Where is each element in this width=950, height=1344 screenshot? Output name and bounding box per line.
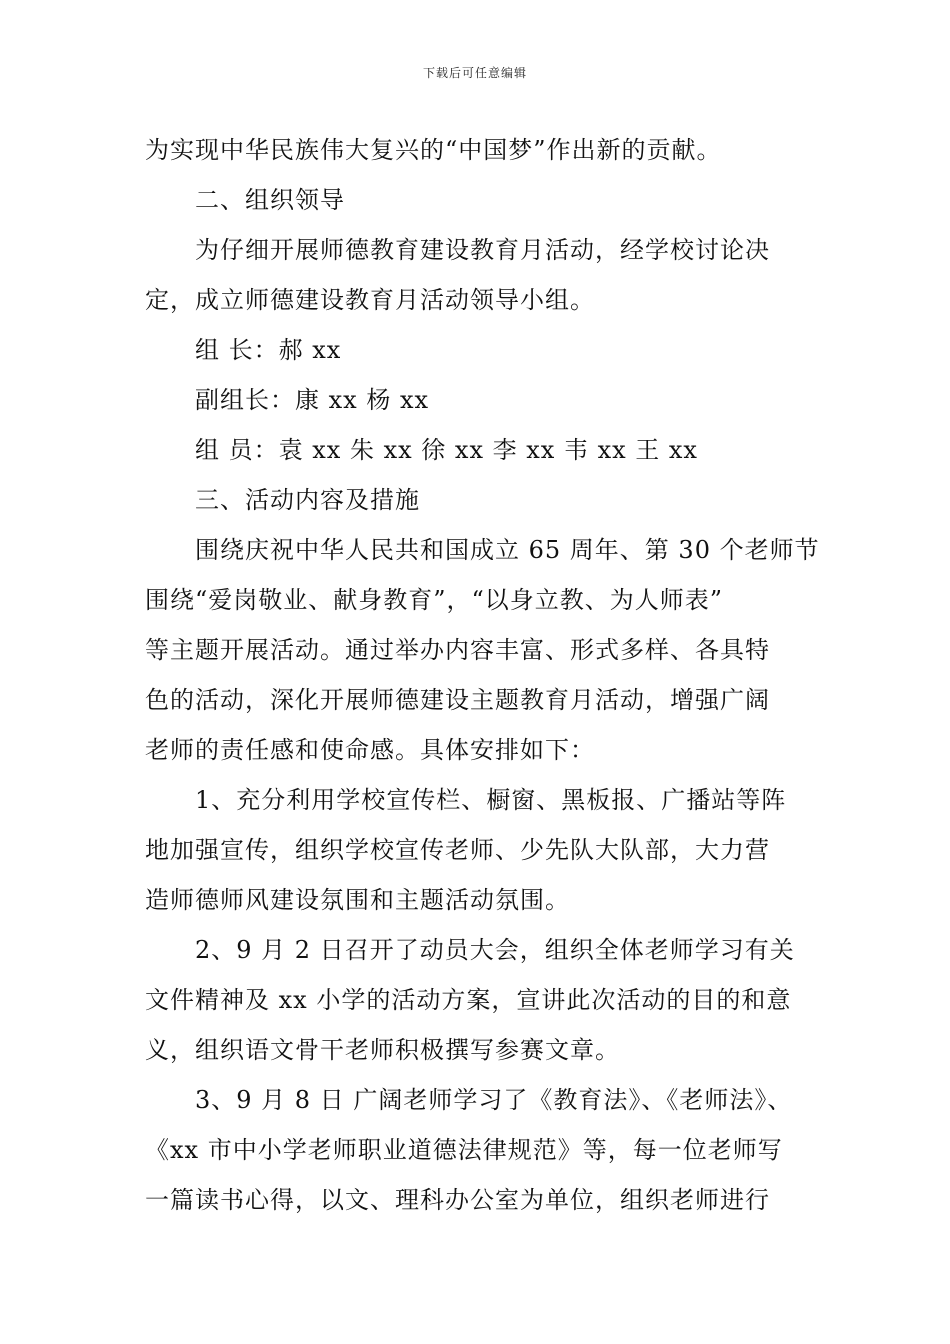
list-item: 2、9 月 2 日召开了动员大会，组织全体老师学习有关 [195,936,795,964]
text-line: 为实现中华民族伟大复兴的“中国梦”作出新的贡献。 [145,136,722,164]
section-heading: 二、组织领导 [195,186,345,214]
text-line: 为仔细开展师德教育建设教育月活动，经学校讨论决 [195,236,770,264]
text-line: 义，组织语文骨干老师积极撰写参赛文章。 [145,1036,620,1064]
member-line: 组 长：郝 xx [195,336,342,364]
text-line: 围绕“爱岗敬业、献身教育”，“以身立教、为人师表” [145,586,724,614]
member-line: 副组长：康 xx 杨 xx [195,386,430,414]
page-header-note: 下载后可任意编辑 [422,66,527,80]
list-item: 3、9 月 8 日 广阔老师学习了《教育法》、《老师法》、 [195,1086,793,1114]
text-line: 色的活动，深化开展师德建设主题教育月活动，增强广阔 [145,686,770,714]
text-line: 围绕庆祝中华人民共和国成立 65 周年、第 30 个老师节 [195,536,820,564]
document-body [145,125,820,1225]
text-line: 《xx 市中小学老师职业道德法律规范》等，每一位老师写 [145,1136,783,1164]
list-item: 1、充分利用学校宣传栏、橱窗、黑板报、广播站等阵 [195,786,787,814]
text-line: 老师的责任感和使命感。具体安排如下： [145,736,595,764]
text-line: 地加强宣传，组织学校宣传老师、少先队大队部，大力营 [145,836,770,864]
member-line: 组 员：袁 xx 朱 xx 徐 xx 李 xx 韦 xx 王 xx [195,436,698,464]
section-heading: 三、活动内容及措施 [195,486,420,514]
text-line: 定，成立师德建设教育月活动领导小组。 [145,286,595,314]
text-line: 造师德师风建设氛围和主题活动氛围。 [145,886,570,914]
text-line: 文件精神及 xx 小学的活动方案，宣讲此次活动的目的和意 [145,986,792,1014]
text-line: 一篇读书心得，以文、理科办公室为单位，组织老师进行 [145,1186,770,1214]
text-line: 等主题开展活动。通过举办内容丰富、形式多样、各具特 [145,636,770,664]
